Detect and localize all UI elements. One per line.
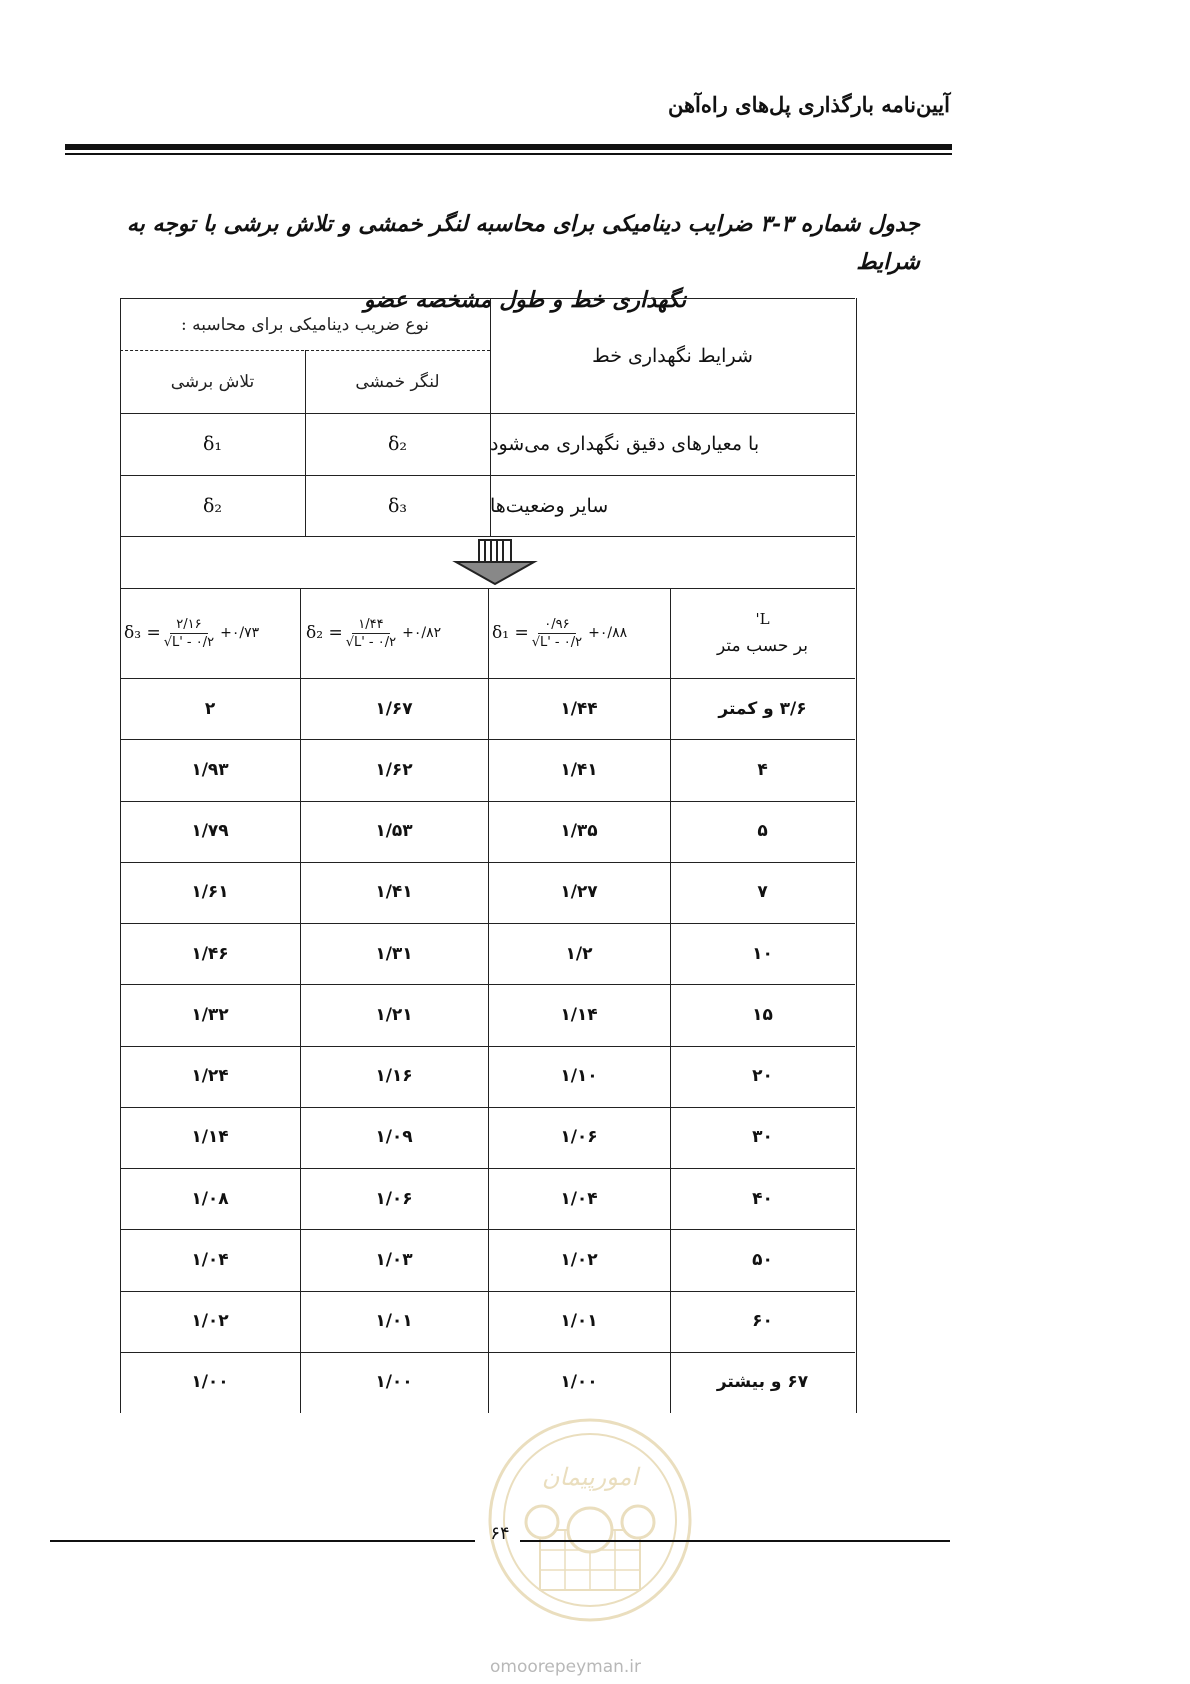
footer-rule-left xyxy=(50,1540,475,1542)
condition-row-2: سایر وضعیت‌ها xyxy=(490,494,609,517)
page-number: ۶۴ xyxy=(490,1523,510,1544)
cell-delta2: ۱/۶۷ xyxy=(375,698,413,719)
cell-delta1: ۱/۰۰ xyxy=(560,1372,598,1393)
cell-delta2: ۱/۳۱ xyxy=(375,943,413,964)
cell-delta2: ۱/۱۶ xyxy=(375,1066,413,1087)
header-rule-thin xyxy=(65,153,952,155)
footer-rule-right xyxy=(520,1540,950,1542)
formula-delta1-fraction xyxy=(532,617,582,650)
cell-length: ۴ xyxy=(757,759,768,780)
cell-length: ۱۰ xyxy=(752,943,773,964)
formula-delta3-numerator: ۲/۱۶ xyxy=(170,617,207,634)
cell-length: ۶۷ و بیشتر xyxy=(716,1372,809,1393)
formula-delta3-fraction xyxy=(164,617,214,650)
formula-delta3-denominator: √L' - ۰/۲ xyxy=(163,634,215,650)
cell-delta3: ۱/۲۴ xyxy=(191,1066,229,1087)
formula-delta2-constant: +۰/۸۲ xyxy=(402,625,442,641)
formula-delta3-constant: +۰/۷۳ xyxy=(220,625,260,641)
cell-delta2: ۱/۴۱ xyxy=(375,882,413,903)
formula-delta2 xyxy=(306,608,441,658)
running-header: آیین‌نامه بارگذاری پل‌های راه‌آهن xyxy=(667,92,950,117)
header-bending-moment: لنگر خمشی xyxy=(355,371,440,392)
header-dynamic-type: نوع ضریب دینامیکی برای محاسبه : xyxy=(181,315,429,335)
l-header-symbol: L' xyxy=(755,610,770,628)
cell-delta1: ۱/۲ xyxy=(565,943,593,964)
formula-delta1-constant: +۰/۸۸ xyxy=(588,625,628,641)
l-header-unit: بر حسب متر xyxy=(717,636,808,656)
upper-table-bottom xyxy=(120,536,855,537)
formula-delta3-lhs: δ₃ = xyxy=(124,623,161,643)
watermark-url: omoorepeyman.ir xyxy=(490,1657,642,1677)
cell-delta3: ۱/۰۲ xyxy=(191,1311,229,1332)
cell-length: ۶۰ xyxy=(752,1311,773,1332)
watermark-logo-text: امورپیمان xyxy=(541,1463,639,1491)
cell-delta3: ۱/۰۸ xyxy=(191,1188,229,1209)
formula-delta2-denominator: √L' - ۰/۲ xyxy=(345,634,397,650)
header-shear-force: تلاش برشی xyxy=(170,371,255,392)
cell-delta2: ۱/۰۳ xyxy=(375,1249,413,1270)
cell-delta3: ۱/۳۲ xyxy=(191,1004,229,1025)
formula-delta1-lhs: δ₁ = xyxy=(492,623,529,643)
cell-delta1: ۱/۴۴ xyxy=(560,698,598,719)
formula-delta1-denominator: √L' - ۰/۲ xyxy=(531,634,583,650)
formula-delta3 xyxy=(124,608,259,658)
formula-delta2-lhs: δ₂ = xyxy=(306,623,343,643)
shear-row-2: δ₂ xyxy=(202,494,223,517)
cell-delta3: ۱/۰۰ xyxy=(191,1372,229,1393)
formula-delta1 xyxy=(492,608,627,658)
cell-delta1: ۱/۰۶ xyxy=(560,1127,598,1148)
cell-delta3: ۱/۷۹ xyxy=(191,821,229,842)
cell-delta1: ۱/۱۰ xyxy=(560,1066,598,1087)
cell-delta2: ۱/۰۹ xyxy=(375,1127,413,1148)
cell-delta3: ۲ xyxy=(204,698,216,719)
cell-delta3: ۱/۶۱ xyxy=(191,882,229,903)
moment-row-2: δ₃ xyxy=(387,494,408,517)
cell-length: ۲۰ xyxy=(752,1066,773,1087)
cell-delta1: ۱/۲۷ xyxy=(560,882,598,903)
cell-delta2: ۱/۵۳ xyxy=(375,821,413,842)
table-caption-line1: جدول شماره ۳-۳ ضرایب دینامیکی برای محاسبه لنگر خمشی و تلاش برشی با توجه به شرایط xyxy=(126,211,920,275)
cell-delta2: ۱/۰۰ xyxy=(375,1372,413,1393)
cell-delta3: ۱/۹۳ xyxy=(191,759,229,780)
cell-delta3: ۱/۱۴ xyxy=(191,1127,229,1148)
cell-delta1: ۱/۰۲ xyxy=(560,1249,598,1270)
cell-length: ۳/۶ و کمتر xyxy=(718,698,807,719)
cell-delta1: ۱/۳۵ xyxy=(560,821,598,842)
down-arrow-icon xyxy=(452,538,538,586)
cell-delta1: ۱/۰۴ xyxy=(560,1188,598,1209)
table-caption-line2: نگهداری خط و طول مشخصه عضو xyxy=(363,287,687,313)
cell-length: ۱۵ xyxy=(752,1004,773,1025)
formula-delta2-fraction xyxy=(346,617,396,650)
cell-length: ۵ xyxy=(757,821,768,842)
cell-length: ۷ xyxy=(757,882,768,903)
formula-delta2-numerator: ۱/۴۴ xyxy=(352,617,389,634)
moment-row-1: δ₂ xyxy=(387,433,408,455)
cell-delta3: ۱/۰۴ xyxy=(191,1249,229,1270)
l-header xyxy=(670,588,855,678)
shear-row-1: δ₁ xyxy=(202,433,223,455)
header-rule-thick xyxy=(65,144,952,150)
cell-length: ۵۰ xyxy=(752,1249,773,1270)
seal-logo-icon xyxy=(480,1410,700,1630)
cell-length: ۴۰ xyxy=(752,1188,773,1209)
cell-delta1: ۱/۴۱ xyxy=(560,759,598,780)
cell-delta1: ۱/۱۴ xyxy=(560,1004,598,1025)
formula-delta1-numerator: ۰/۹۶ xyxy=(538,617,575,634)
cell-delta2: ۱/۲۱ xyxy=(375,1004,413,1025)
cell-delta3: ۱/۴۶ xyxy=(191,943,229,964)
cell-delta2: ۱/۰۶ xyxy=(375,1188,413,1209)
cell-length: ۳۰ xyxy=(752,1127,773,1148)
cell-delta2: ۱/۶۲ xyxy=(375,759,413,780)
condition-row-1: با معیارهای دقیق نگهداری می‌شود xyxy=(490,433,760,455)
cell-delta1: ۱/۰۱ xyxy=(560,1311,598,1332)
header-condition: شرایط نگهداری خط xyxy=(592,344,753,367)
cell-delta2: ۱/۰۱ xyxy=(375,1311,413,1332)
